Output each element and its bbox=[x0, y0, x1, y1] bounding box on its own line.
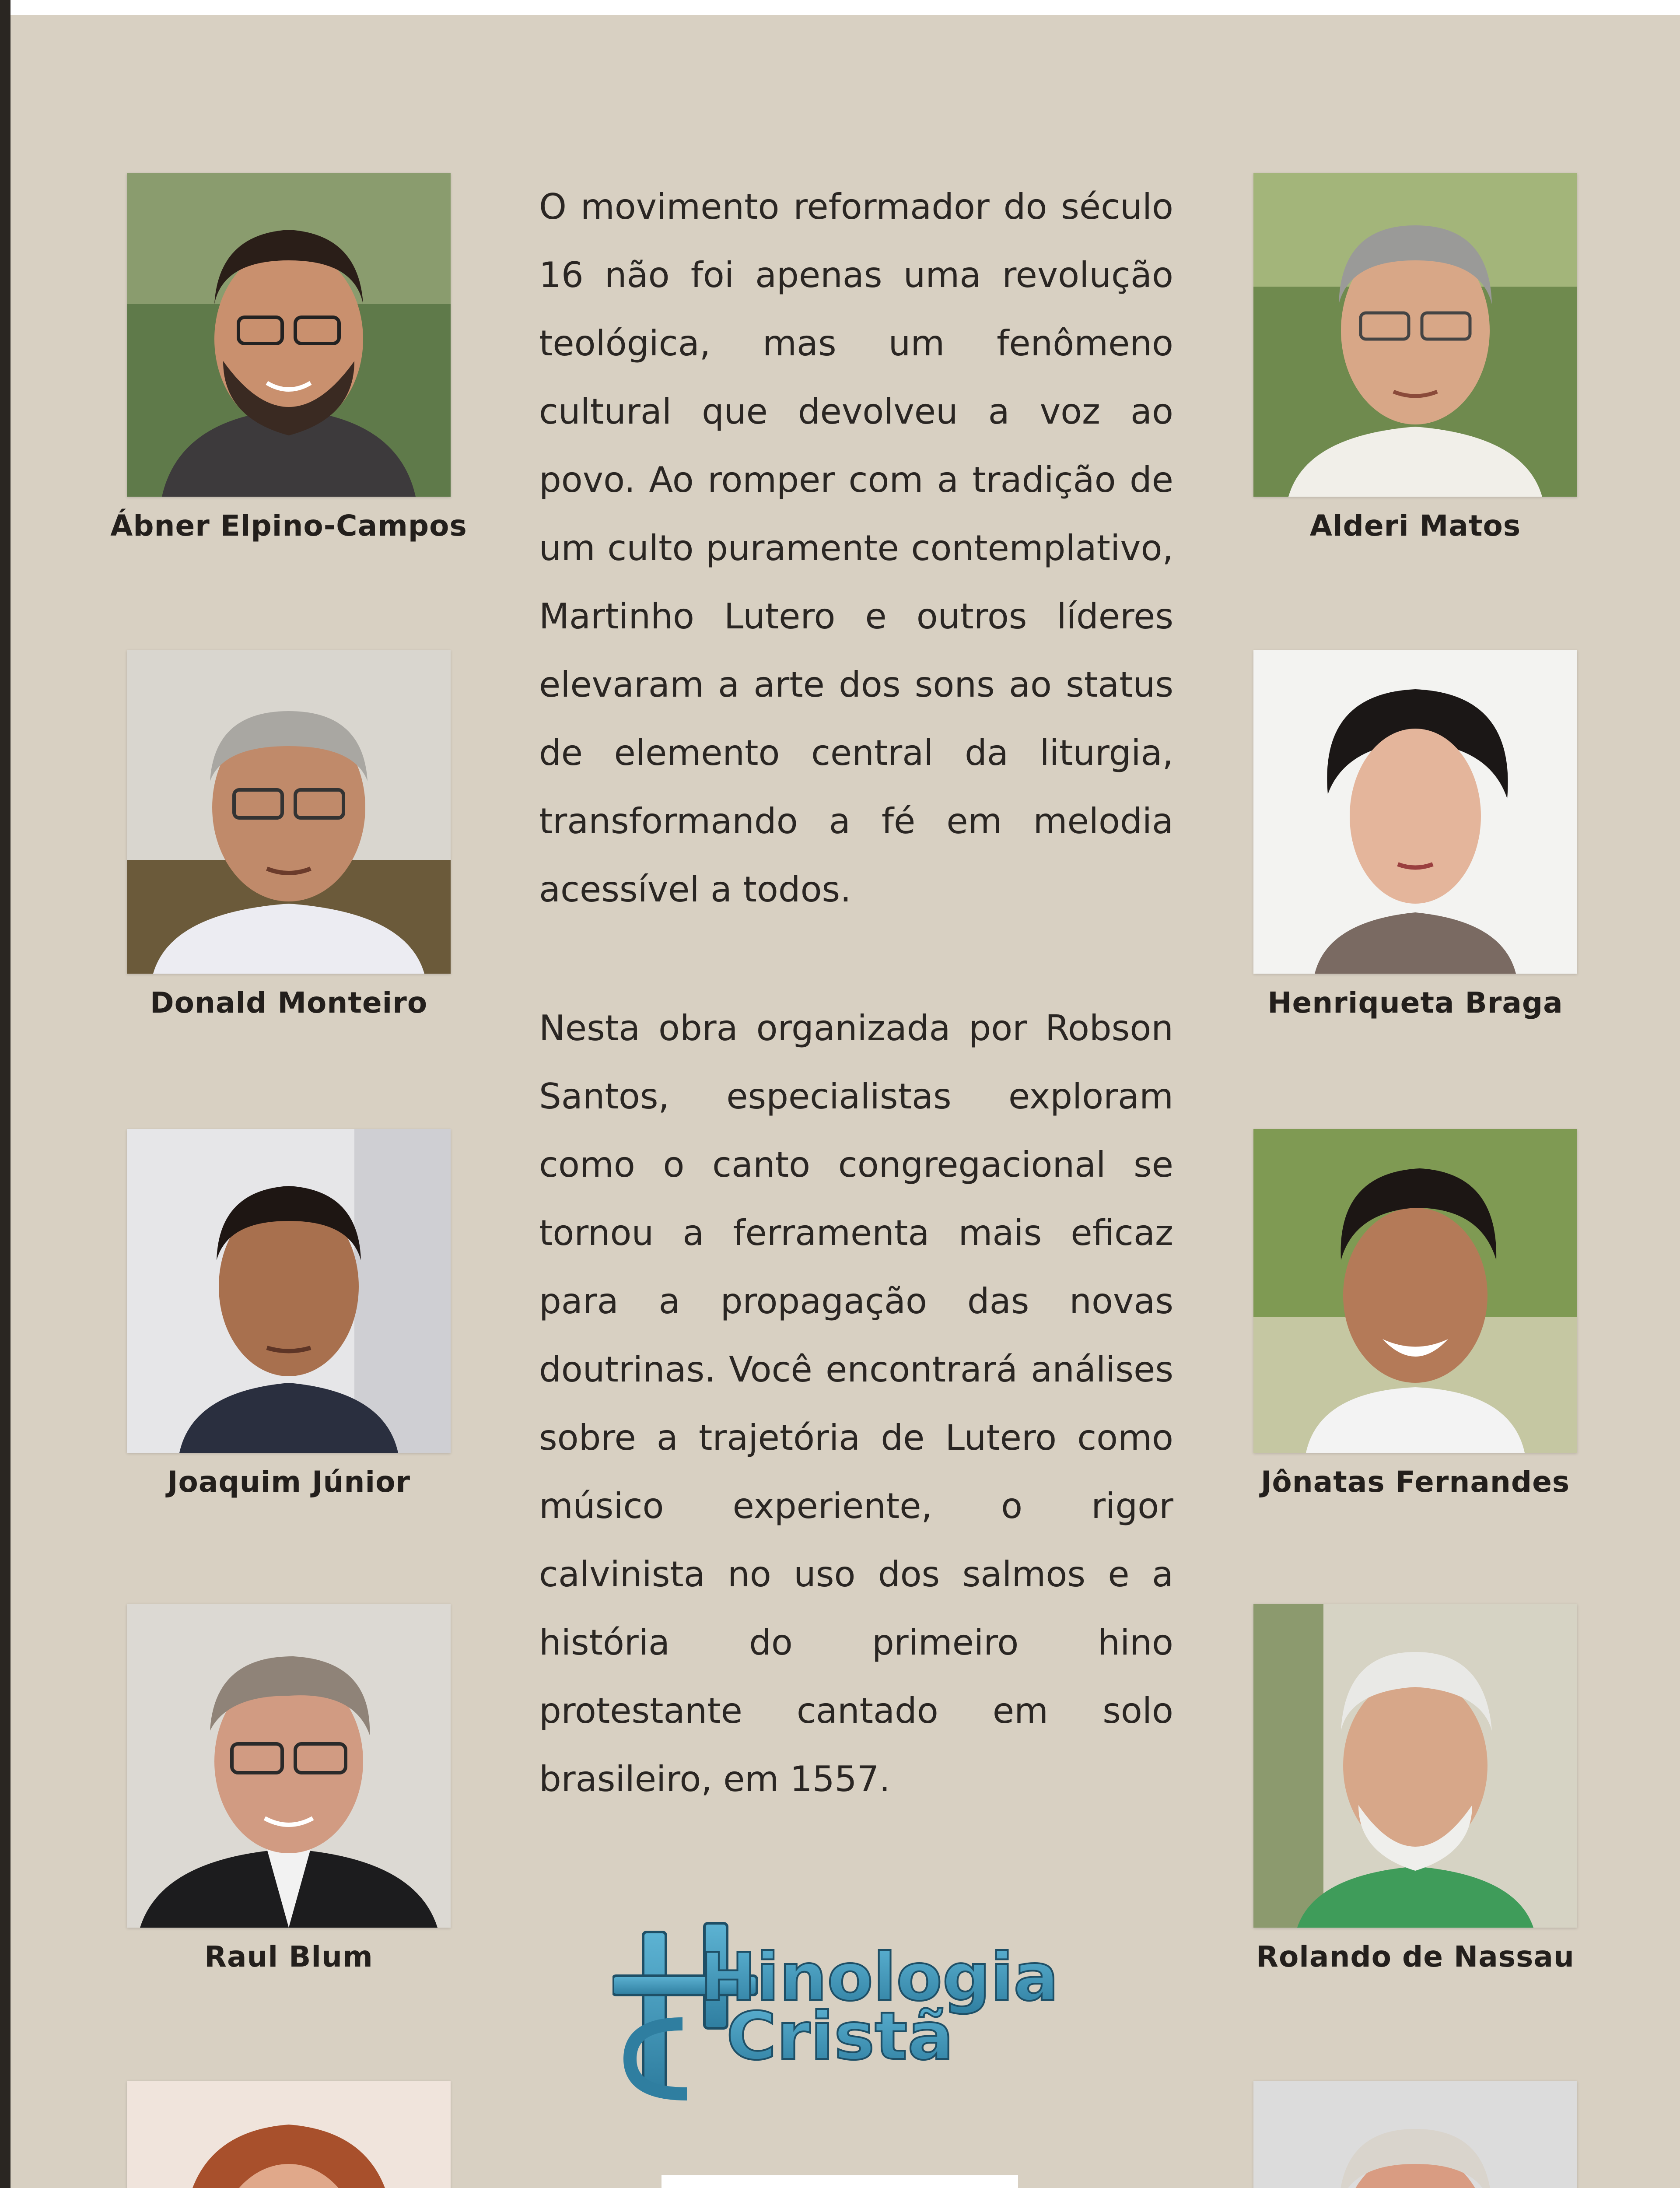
portrait-man-smiling-icon bbox=[1253, 1129, 1577, 1453]
author-photo bbox=[127, 2081, 451, 2188]
author-card-rute bbox=[109, 2081, 468, 2188]
portrait-older-man-white-beard-icon bbox=[1253, 1604, 1577, 1928]
portrait-man-gray-glasses-icon bbox=[1253, 173, 1577, 497]
author-name: Raul Blum bbox=[204, 1940, 373, 1974]
portrait-man-glasses-suit-icon bbox=[127, 1604, 451, 1928]
logo-line-1: Hinologia bbox=[700, 1939, 1059, 2016]
author-card-abner bbox=[109, 173, 468, 543]
author-photo bbox=[127, 650, 451, 974]
author-photo bbox=[1253, 2081, 1577, 2188]
author-name: Rolando de Nassau bbox=[1256, 1940, 1575, 1974]
author-card-henriqueta bbox=[1236, 650, 1595, 1020]
portrait-man-glasses-red-shirt-icon bbox=[1253, 2081, 1577, 2188]
portrait-man-beard-glasses-icon bbox=[127, 173, 451, 497]
author-card-werner bbox=[1236, 2081, 1595, 2188]
author-card-raul bbox=[109, 1604, 468, 1974]
author-photo bbox=[1253, 173, 1577, 497]
author-card-joaquim bbox=[109, 1129, 468, 1499]
author-card-donald bbox=[109, 650, 468, 1020]
top-margin-strip bbox=[10, 0, 1680, 15]
author-card-jonatas bbox=[1236, 1129, 1595, 1499]
author-photo bbox=[127, 1604, 451, 1928]
author-card-alderi bbox=[1236, 173, 1595, 543]
portrait-man-gray-glasses-icon bbox=[127, 650, 451, 974]
author-photo bbox=[1253, 1604, 1577, 1928]
author-photo bbox=[127, 1129, 451, 1453]
author-name: Henriqueta Braga bbox=[1267, 986, 1563, 1020]
author-name: Donald Monteiro bbox=[150, 986, 428, 1020]
author-photo bbox=[1253, 650, 1577, 974]
isbn-barcode-box bbox=[662, 2175, 1018, 2188]
portrait-young-man-icon bbox=[127, 1129, 451, 1453]
blurb-paragraph-2: Nesta obra organizada por Robson Santos, especialistas exploram como o canto congregacional se tornou a ferramenta mais eficaz para a propagação das novas doutrinas. Você encontrará análises sobre a trajetória de Lutero como músico experiente, o rigor calvinista no uso dos salmos e a história do primeiro hino protestante cantado em solo brasileiro, em 1557. bbox=[539, 1008, 1173, 1799]
author-photo bbox=[127, 173, 451, 497]
author-name: Ábner Elpino-Campos bbox=[110, 509, 467, 543]
hinologia-crista-logo bbox=[612, 1914, 1076, 2107]
portrait-woman-vintage-icon bbox=[1253, 650, 1577, 974]
author-photo bbox=[1253, 1129, 1577, 1453]
blurb-paragraph-1: O movimento reformador do século 16 não foi apenas uma revolução teológica, mas um fenômeno cultural que devolveu a voz ao povo. Ao romper com a tradição de um culto puramente contemplativo, Martinho Lutero e outros líderes elevaram a arte dos sons ao status de elemento central da liturgia, transformando a fé em melodia acessível a todos. bbox=[539, 186, 1173, 910]
author-name: Joaquim Júnior bbox=[167, 1465, 411, 1499]
logo-line-2: Cristã bbox=[726, 1999, 954, 2075]
author-name: Jônatas Fernandes bbox=[1260, 1465, 1570, 1499]
logo-graphic bbox=[612, 1914, 1076, 2107]
author-card-rolando bbox=[1236, 1604, 1595, 1974]
portrait-woman-smiling-icon bbox=[127, 2081, 451, 2188]
author-name: Alderi Matos bbox=[1309, 509, 1521, 543]
spine-edge bbox=[0, 0, 10, 2188]
